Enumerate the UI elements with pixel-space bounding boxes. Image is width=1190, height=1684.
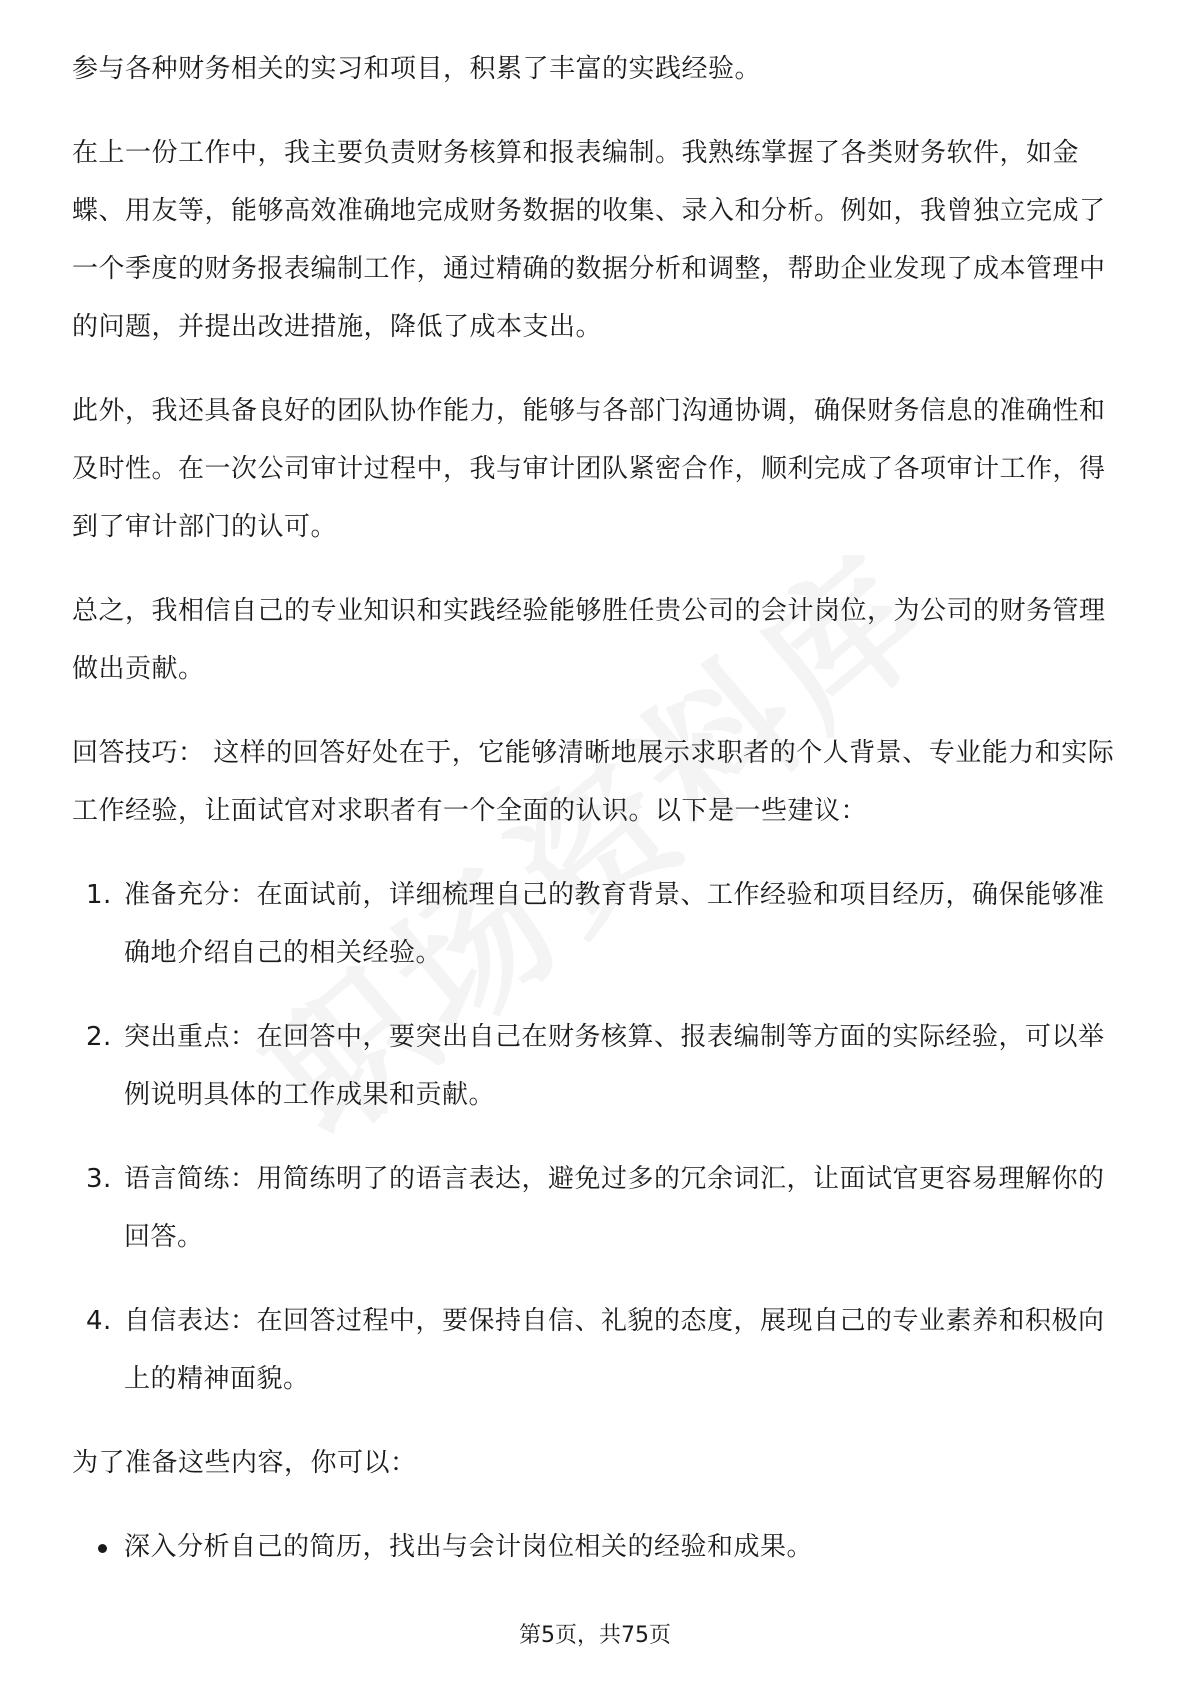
list-item <box>72 1008 1118 1124</box>
list-item <box>72 866 1118 982</box>
list-number: 3. <box>86 1164 112 1194</box>
list-number: 2. <box>86 1022 112 1052</box>
list-item-text: 语言简练：用简练明了的语言表达，避免过多的冗余词汇，让面试官更容易理解你的回答。 <box>124 1164 1105 1252</box>
list-item <box>72 1518 1118 1576</box>
paragraph-answer-tips: 回答技巧： 这样的回答好处在于，它能够清晰地展示求职者的个人背景、专业能力和实际工作经验，让面试官对求职者有一个全面的认识。以下是一些建议： <box>72 738 1115 826</box>
document-body <box>72 40 1118 1576</box>
paragraph-teamwork: 此外，我还具备良好的团队协作能力，能够与各部门沟通协调，确保财务信息的准确性和及时性。在一次公司审计过程中，我与审计团队紧密合作，顺利完成了各项审计工作，得到了审计部门的认可。 <box>72 396 1106 542</box>
list-number: 4. <box>86 1306 112 1336</box>
paragraph-work-experience: 在上一份工作中，我主要负责财务核算和报表编制。我熟练掌握了各类财务软件，如金蝶、用友等，能够高效准确地完成财务数据的收集、录入和分析。例如，我曾独立完成了一个季度的财务报表编制工作，通过精确的数据分析和调整，帮助企业发现了成本管理中的问题，并提出改进措施，降低了成本支出。 <box>72 138 1106 342</box>
tips-list <box>72 866 1118 1408</box>
prep-list <box>72 1518 1118 1576</box>
list-item <box>72 1150 1118 1266</box>
paragraph-summary: 总之，我相信自己的专业知识和实践经验能够胜任贵公司的会计岗位，为公司的财务管理做出贡献。 <box>72 596 1106 684</box>
list-item-text: 准备充分：在面试前，详细梳理自己的教育背景、工作经验和项目经历，确保能够准确地介绍自己的相关经验。 <box>124 880 1105 968</box>
paragraph-prep-intro: 为了准备这些内容，你可以： <box>72 1448 417 1478</box>
page-footer: 第5页，共75页 <box>519 1623 671 1648</box>
list-item-text: 突出重点：在回答中，要突出自己在财务核算、报表编制等方面的实际经验，可以举例说明具体的工作成果和贡献。 <box>124 1022 1105 1110</box>
list-item-text: 自信表达：在回答过程中，要保持自信、礼貌的态度，展现自己的专业素养和积极向上的精神面貌。 <box>124 1306 1105 1394</box>
paragraph-intro: 参与各种财务相关的实习和项目，积累了丰富的实践经验。 <box>72 54 762 84</box>
bullet-icon <box>98 1544 107 1553</box>
list-item <box>72 1292 1118 1408</box>
list-item-text: 深入分析自己的简历，找出与会计岗位相关的经验和成果。 <box>124 1532 814 1562</box>
list-number: 1. <box>86 880 112 910</box>
